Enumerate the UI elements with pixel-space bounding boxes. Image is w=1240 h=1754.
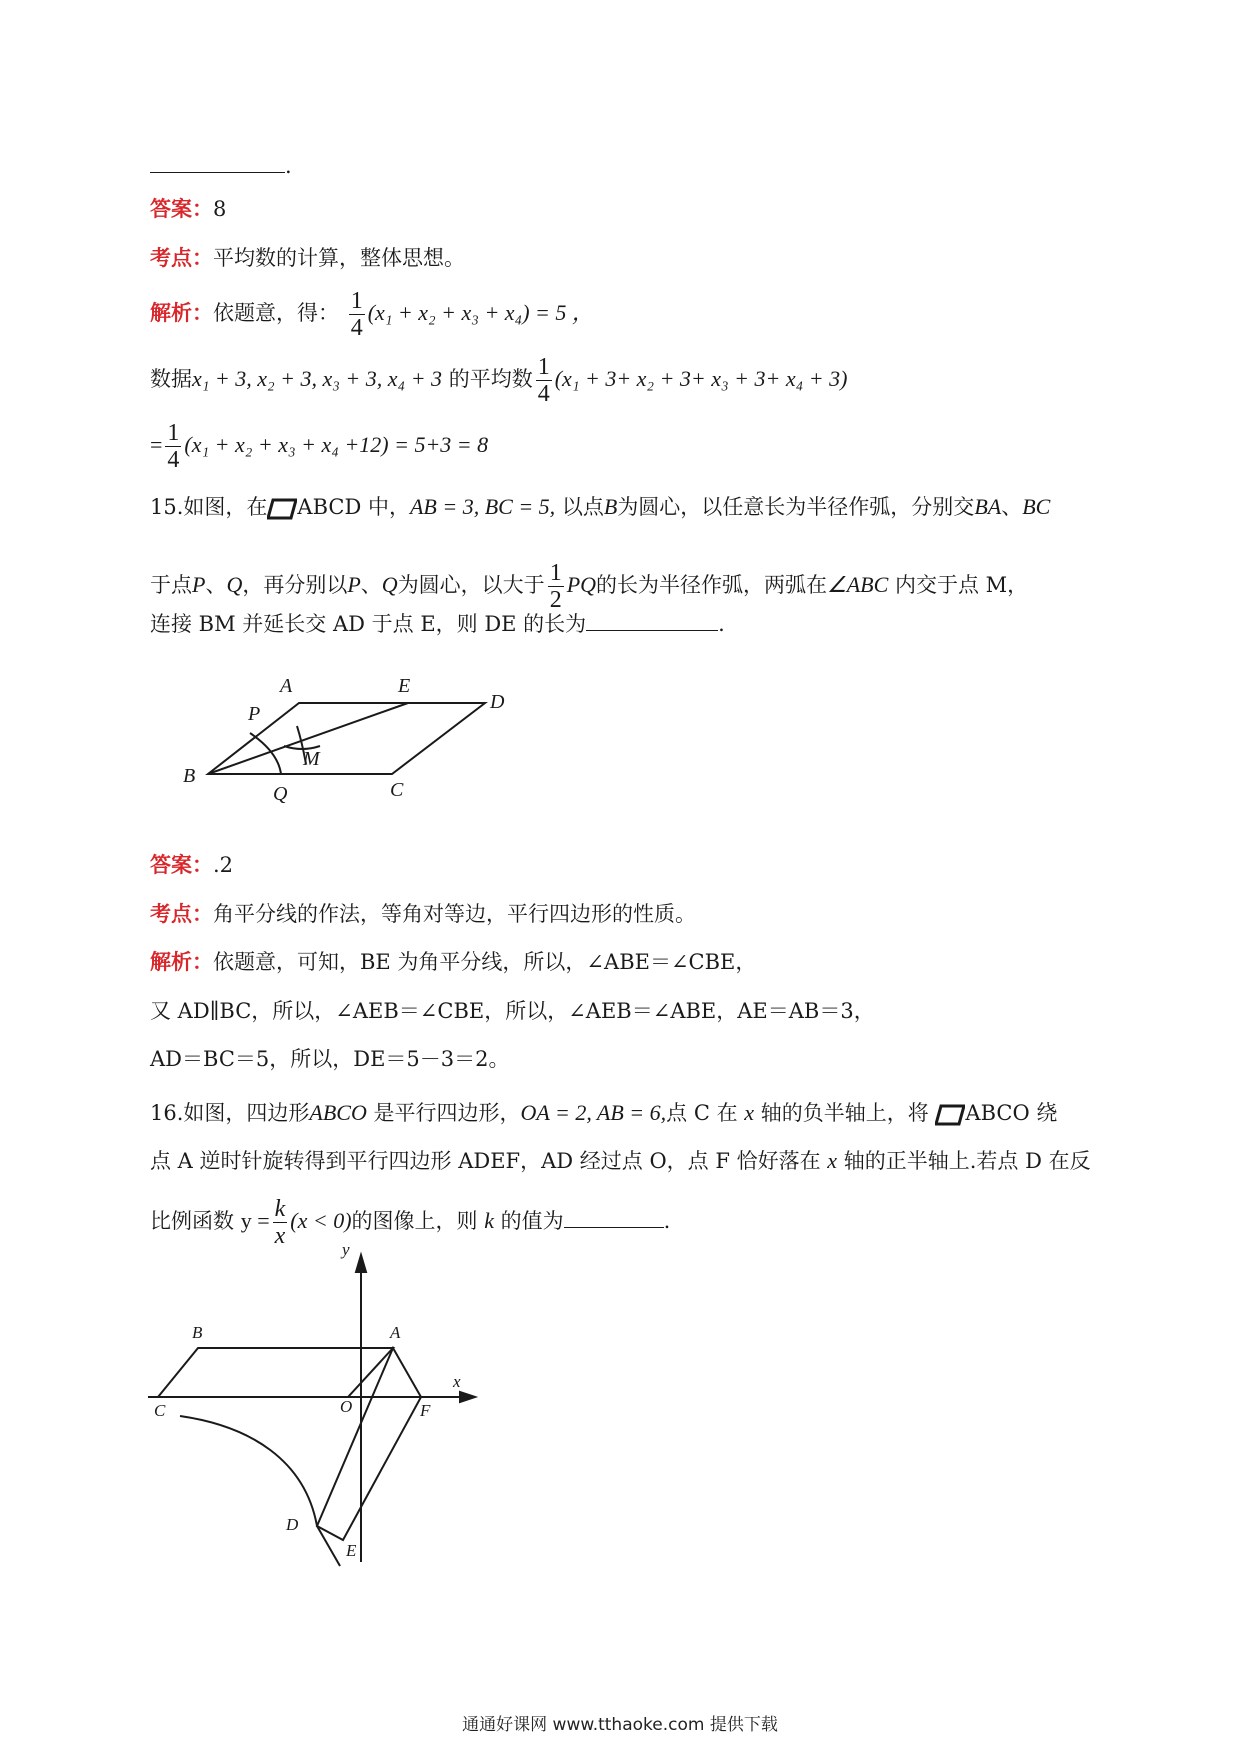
q16-line1: 16.如图，四边形ABCO 是平行四边形，OA = 2, AB = 6,点 C 在 x 轴的负半轴上，将 ABCO 绕 [150,1100,1058,1125]
q16-line2: 点 A 逆时针旋转得到平行四边形 ADEF，AD 经过点 O，点 F 恰好落在 x 轴的正半轴上.若点 D 在反 [150,1148,1091,1173]
kaodian-label: 考点： [150,245,213,270]
parallelogram-abco [158,1348,393,1397]
hyperbola-curve [180,1416,340,1566]
parallelogram-adef [317,1348,421,1540]
fraction-one-quarter-3: $\frac{1}{4}$ [167,420,180,473]
q14-eq2: (x₁ + 3+ x₂ + 3+ x₃ + 3+ x₄ + 3) [554,366,848,391]
q15-kaodian: 考点：角平分线的作法，等角对等边，平行四边形的性质。 [150,901,696,926]
q16-coordinate-figure [140,1240,480,1570]
footer-text: 通通好课网 www.tthaoke.com 提供下载 [462,1715,778,1735]
q16-answer-blank [564,1205,664,1228]
q15-jiexi2: 又 AD∥BC，所以，∠AEB＝∠CBE，所以，∠AEB＝∠ABE，AE＝AB＝3， [150,999,875,1023]
top-blank-line: . [150,150,292,181]
q14-answer [150,194,226,224]
parallelogram-icon [267,498,297,520]
q15-parallelogram-figure [180,670,540,810]
x-axis-arrow [460,1392,475,1402]
fraction-k-over-x: $\frac{k}{x}$ [274,1196,286,1249]
q14-jiexi-line3: = $\frac{1}{4}$ (x₁ + x₂ + x₃ + x₄ +12) = 5+3 = 8 [150,420,489,473]
label-x: x [453,1372,461,1391]
q14-kaodian-text: 平均数的计算，整体思想。 [213,246,465,270]
q14-eq3: (x₁ + x₂ + x₃ + x₄ +12) = 5+3 = 8 [184,432,489,457]
q14-eq1: (x₁ + x₂ + x₃ + x₄) = 5 ， [367,300,594,325]
label-d: D [286,1515,299,1534]
label-y: y [342,1240,350,1259]
label-e: E [346,1541,357,1560]
q16-line3: 比例函数 y = $\frac{k}{x}$ (x < 0)的图像上，则 k 的值为 . [150,1196,671,1249]
label-b: B [192,1323,203,1342]
q15-jiexi3: AD＝BC＝5，所以，DE＝5－3＝2。 [150,1047,510,1071]
label-f: F [420,1401,431,1420]
q14-kaodian [150,243,465,273]
fraction-one-quarter: $\frac{1}{4}$ [350,288,363,341]
label-m: M [303,748,320,770]
q14-answer-value: 8 [213,197,227,221]
fraction-one-quarter-2: $\frac{1}{4}$ [537,354,550,407]
parallelogram-icon-2 [935,1104,965,1126]
label-q: Q [273,783,288,805]
label-a: A [390,1323,401,1342]
label-a: A [280,675,293,697]
label-d: D [490,691,505,713]
q14-data-list: x₁ + 3, x₂ + 3, x₃ + 3, x₄ + 3 [192,366,443,391]
q15-answer-blank [586,608,718,631]
fraction-one-half: $\frac{1}{2}$ [549,560,562,613]
q15-jiexi1: 解析：依题意，可知，BE 为角平分线，所以，∠ABE＝∠CBE， [150,949,757,974]
y-axis-arrow [356,1255,366,1272]
q15-line1: 15.如图，在 ABCD 中，AB = 3, BC = 5, 以点B为圆心，以任意长为半径作弧，分别交BA、BC [150,494,1051,519]
q15-line3: 连接 BM 并延长交 AD 于点 E，则 DE 的长为 . [150,608,725,639]
label-c: C [154,1401,166,1420]
jiexi-label: 解析： [150,300,213,325]
q15-answer-value: .2 [213,853,234,877]
label-b: B [183,765,196,787]
label-e: E [398,675,411,697]
answer-label: 答案： [150,196,213,221]
q15-answer: 答案：.2 [150,852,234,877]
q14-jiexi-line2: 数据x₁ + 3, x₂ + 3, x₃ + 3, x₄ + 3 的平均数 $\frac{1}{4}$ (x₁ + 3+ x₂ + 3+ x₃ + 3+ x₄ + 3) [150,354,848,407]
label-o: O [340,1397,353,1416]
answer-blank [150,150,285,173]
label-p: P [248,703,261,725]
label-c: C [390,779,404,801]
q14-jiexi-line1: 解析：依题意，得： $\frac{1}{4}$ (x₁ + x₂ + x₃ + x₄) = 5 ， [150,288,594,341]
q15-line2: 于点P、Q，再分别以P、Q为圆心，以大于 $\frac{1}{2}$ PQ的长为半径作弧，两弧在∠ABC 内交于点 M， [150,560,1029,613]
